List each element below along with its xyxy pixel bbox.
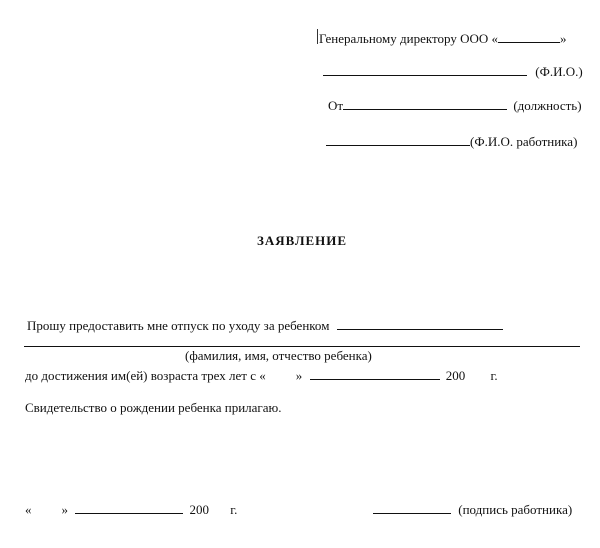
position-blank[interactable] — [343, 97, 507, 110]
text-cursor — [317, 29, 318, 44]
until-line — [25, 367, 498, 384]
document-title: ЗАЯВЛЕНИЕ — [257, 233, 348, 248]
employee-fio-label: (Ф.И.О. работника) — [470, 134, 578, 149]
until-year-suffix: г. — [490, 368, 498, 383]
from-line — [328, 97, 582, 114]
certificate-line: Свидетельство о рождении ребенка прилагаю. — [25, 400, 282, 415]
company-name-blank[interactable] — [498, 30, 560, 43]
signature-label: (подпись работника) — [458, 502, 573, 517]
director-fio-blank[interactable] — [323, 63, 527, 76]
date-quote-close: » — [61, 502, 68, 517]
date-quote-open: « — [25, 502, 32, 517]
date-month-blank[interactable] — [75, 501, 183, 514]
signature-line — [373, 501, 572, 518]
until-month-blank[interactable] — [310, 367, 440, 380]
position-label: (должность) — [513, 98, 582, 113]
director-fio-label: (Ф.И.О.) — [535, 64, 583, 79]
child-name-blank[interactable] — [337, 317, 503, 330]
until-quote-close: » — [295, 368, 303, 383]
employee-fio-line — [326, 133, 577, 150]
from-label: От — [328, 98, 344, 113]
date-year: 200 — [189, 502, 209, 517]
child-name-hint: (фамилия, имя, отчество ребенка) — [185, 348, 372, 363]
until-prefix: до достижения им(ей) возраста трех лет с « — [25, 368, 266, 383]
date-line — [25, 501, 237, 518]
child-name-full-rule[interactable] — [24, 346, 580, 347]
addressee-line — [319, 30, 567, 47]
addressee-suffix: » — [560, 31, 567, 46]
date-year-suffix: г. — [230, 502, 238, 517]
employee-fio-blank[interactable] — [326, 133, 470, 146]
request-line — [27, 317, 503, 334]
director-fio-line — [323, 63, 583, 80]
until-year: 200 — [445, 368, 466, 383]
addressee-prefix: Генеральному директору ООО « — [319, 31, 498, 46]
request-text: Прошу предоставить мне отпуск по уходу за ребенком — [27, 318, 330, 333]
signature-blank[interactable] — [373, 501, 451, 514]
